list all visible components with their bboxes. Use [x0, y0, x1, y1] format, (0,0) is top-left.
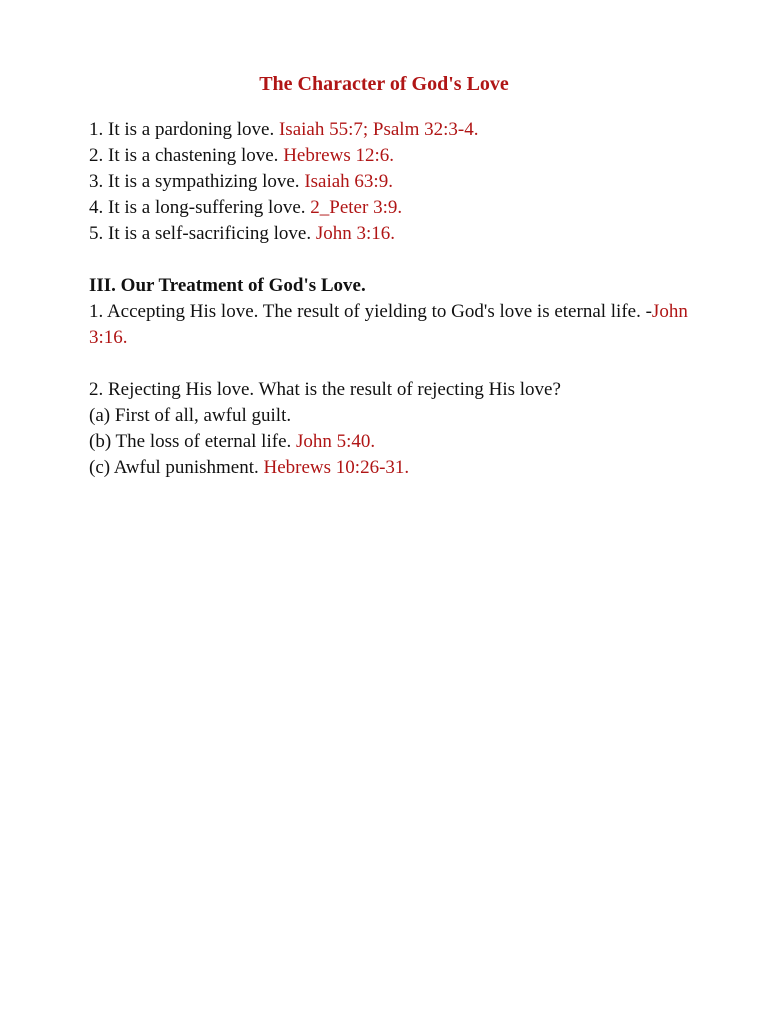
scripture-reference: John 3:16. [89, 301, 688, 348]
paragraph-spacer [89, 247, 699, 273]
scripture-reference: Hebrews 12:6. [283, 145, 394, 166]
scripture-reference: 2_Peter 3:9. [310, 197, 403, 218]
character-item [89, 143, 699, 169]
character-item-text: 5. It is a self-sacrificing love. [89, 223, 316, 244]
character-item [89, 169, 699, 195]
scripture-reference: John 5:40. [296, 431, 376, 452]
accepting-paragraph [89, 299, 699, 351]
scripture-reference: Isaiah 55:7; Psalm 32:3-4. [278, 119, 479, 140]
character-item-text: 2. It is a chastening love. [89, 145, 284, 166]
document-body [89, 117, 699, 481]
accepting-text: 1. Accepting His love. The result of yielding to God's love is eternal life. - [89, 301, 652, 322]
rejecting-item-text: (a) First of all, awful guilt. [89, 405, 292, 426]
rejecting-item [89, 403, 699, 429]
paragraph-spacer [89, 351, 699, 377]
rejecting-item-text: (b) The loss of eternal life. [89, 431, 296, 452]
character-item [89, 195, 699, 221]
scripture-reference: John 3:16. [315, 223, 396, 244]
character-item [89, 117, 699, 143]
rejecting-item-text: (c) Awful punishment. [89, 457, 264, 478]
rejecting-item [89, 429, 699, 455]
character-item [89, 221, 699, 247]
rejecting-item [89, 455, 699, 481]
document-title: The Character of God's Love [259, 73, 509, 95]
section-heading: III. Our Treatment of God's Love. [89, 275, 366, 296]
character-item-text: 3. It is a sympathizing love. [89, 171, 305, 192]
character-item-text: 1. It is a pardoning love. [89, 119, 279, 140]
scripture-reference: Hebrews 10:26-31. [263, 457, 410, 478]
character-item-text: 4. It is a long-suffering love. [89, 197, 311, 218]
rejecting-paragraph: 2. Rejecting His love. What is the result of rejecting His love? [89, 379, 561, 400]
scripture-reference: Isaiah 63:9. [304, 171, 393, 192]
